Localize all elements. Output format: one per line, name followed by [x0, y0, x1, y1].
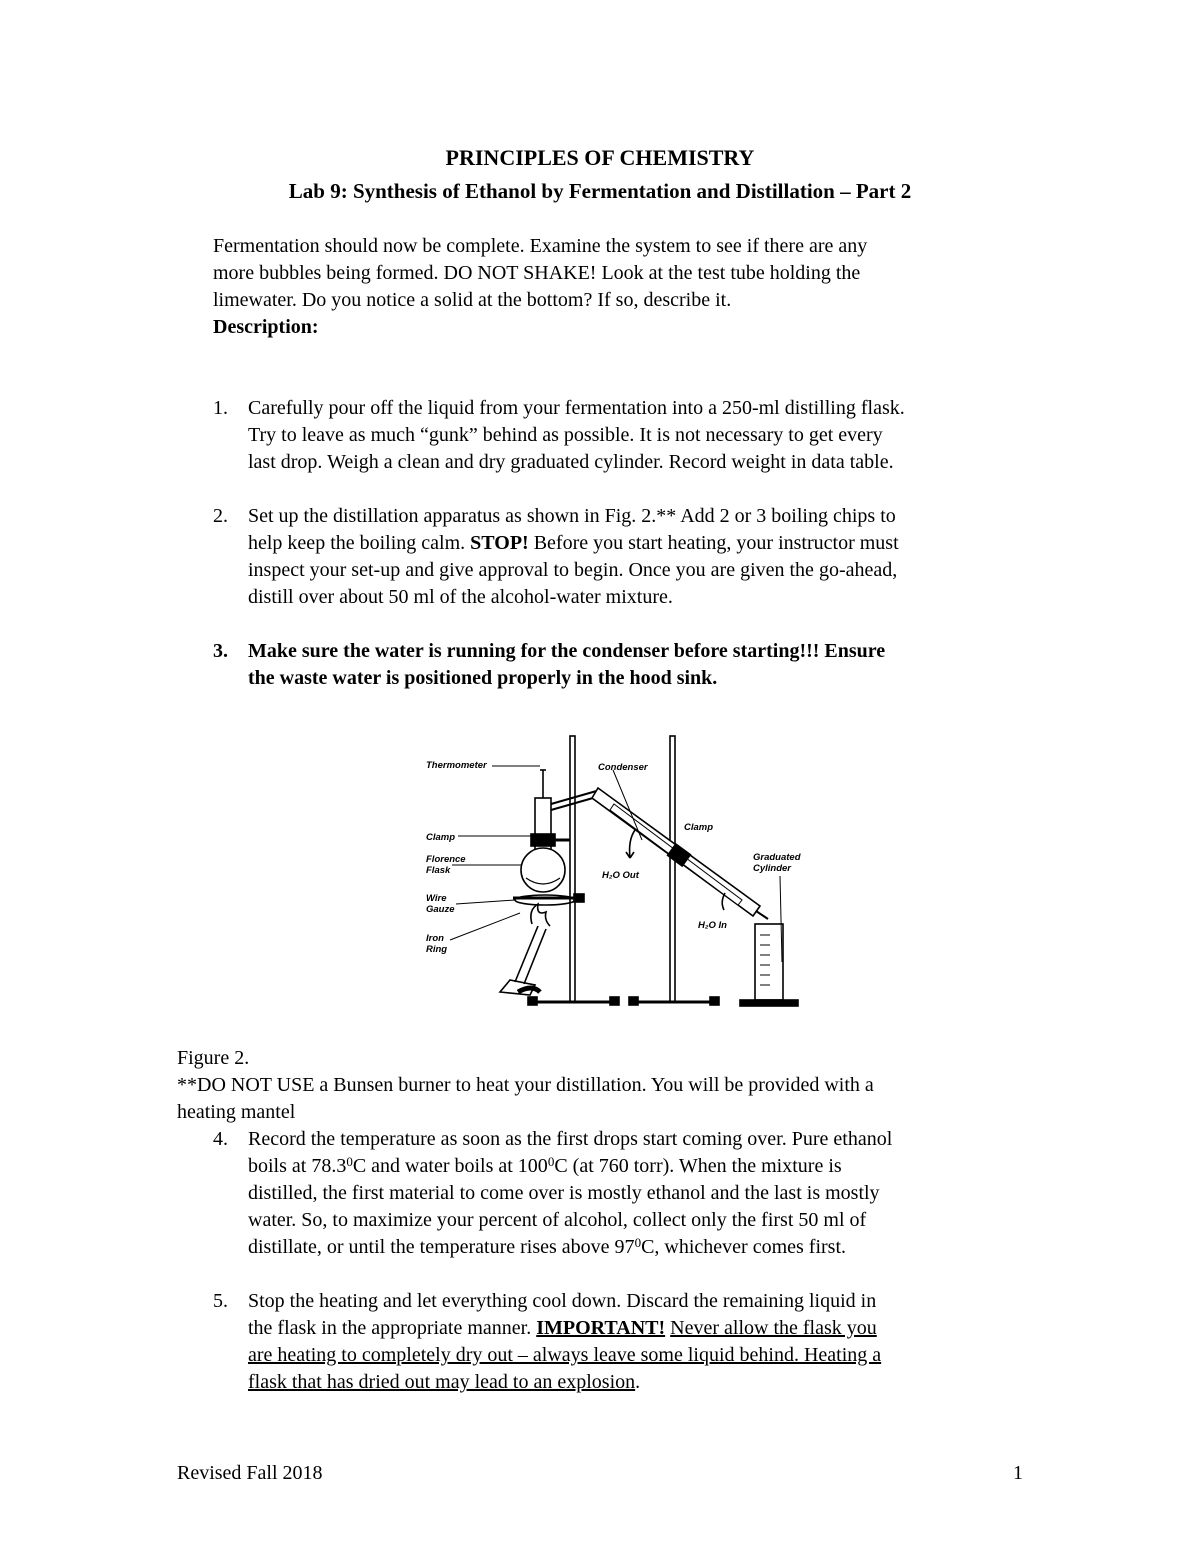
figure-caption: Figure 2. — [177, 1047, 250, 1069]
important-warning: IMPORTANT! — [536, 1317, 666, 1339]
label-gauze: Gauze — [426, 904, 455, 915]
step-number: 4. — [213, 1128, 228, 1150]
step-5-line: Stop the heating and let everything cool down. Discard the remaining liquid in — [248, 1290, 877, 1312]
figure-note: heating mantel — [177, 1101, 296, 1123]
step-1-line: Try to leave as much “gunk” behind as possible. It is not necessary to get every — [248, 424, 883, 446]
step-5-text: the flask in the appropriate manner. — [248, 1317, 537, 1339]
label-wire: Wire — [426, 893, 447, 904]
label-water-in: H₂O In — [698, 920, 727, 931]
intro-line: more bubbles being formed. DO NOT SHAKE! Look at the test tube holding the — [213, 262, 861, 284]
step-1-line: Carefully pour off the liquid from your fermentation into a 250-ml distilling flask. — [248, 397, 905, 419]
step-4-text: boils at 78.3 — [248, 1155, 347, 1177]
step-4-line — [248, 1153, 842, 1180]
degree-mark: 0 — [634, 1235, 642, 1250]
page-number: 1 — [1013, 1462, 1023, 1484]
step-4-line: distilled, the first material to come over is mostly ethanol and the last is mostly — [248, 1182, 880, 1204]
step-4-line: water. So, to maximize your percent of alcohol, collect only the first 50 ml of — [248, 1209, 867, 1231]
label-water-out: H₂O Out — [602, 870, 639, 881]
clamp-left — [531, 834, 555, 846]
step-2-line: Set up the distillation apparatus as shown in Fig. 2.** Add 2 or 3 boiling chips to — [248, 505, 896, 527]
figure-note: **DO NOT USE a Bunsen burner to heat your distillation. You will be provided with a — [177, 1074, 874, 1096]
label-graduated: Graduated — [753, 852, 801, 863]
step-2-line: inspect your set-up and give approval to begin. Once you are given the go-ahead, — [248, 559, 898, 581]
warning-text: flask that has dried out may lead to an explosion — [248, 1371, 636, 1393]
step-2-line — [248, 530, 899, 557]
label-condenser: Condenser — [598, 762, 648, 773]
label-clamp: Clamp — [426, 832, 456, 843]
stop-warning: STOP! — [470, 532, 529, 554]
step-5-text: . — [635, 1371, 641, 1393]
step-5-line — [248, 1369, 640, 1396]
step-4-text: C (at 760 torr). When the mixture is — [554, 1155, 842, 1177]
step-number: 5. — [213, 1290, 228, 1312]
intro-line: Fermentation should now be complete. Examine the system to see if there are any — [213, 235, 868, 257]
left-stand-rod — [570, 736, 575, 1002]
warning-text: are heating to completely dry out – always leave some liquid behind. Heating a — [248, 1344, 882, 1366]
step-5-line — [248, 1315, 877, 1342]
distillation-apparatus-figure — [420, 730, 820, 1015]
step-number: 1. — [213, 397, 228, 419]
florence-flask — [521, 848, 565, 892]
step-number: 2. — [213, 505, 228, 527]
water-in-tube — [722, 893, 725, 910]
right-stand-rod — [670, 736, 675, 1002]
right-base-foot — [629, 997, 638, 1005]
revised-date: Revised Fall 2018 — [177, 1462, 323, 1484]
step-4-line — [248, 1234, 846, 1261]
label-thermometer: Thermometer — [426, 760, 487, 771]
step-4-text: C and water boils at 100 — [352, 1155, 548, 1177]
degree-mark: 0 — [547, 1154, 555, 1169]
step-3-line: the waste water is positioned properly in the hood sink. — [248, 667, 718, 689]
right-base-foot — [710, 997, 719, 1005]
step-2-line: distill over about 50 ml of the alcohol-water mixture. — [248, 586, 673, 608]
step-4-text: distillate, or until the temperature rises above 97 — [248, 1236, 635, 1258]
step-3-line: Make sure the water is running for the condenser before starting!!! Ensure — [248, 640, 886, 662]
label-florence: Florence — [426, 854, 466, 865]
left-base-foot — [528, 997, 537, 1005]
degree-mark: 0 — [346, 1154, 353, 1169]
label-iron: Iron — [426, 933, 444, 944]
course-title: PRINCIPLES OF CHEMISTRY — [445, 145, 755, 170]
step-2-text: help keep the boiling calm. — [248, 532, 471, 554]
step-number: 3. — [213, 640, 228, 662]
label-clamp: Clamp — [684, 822, 714, 833]
step-4-line: Record the temperature as soon as the first drops start coming over. Pure ethanol — [248, 1128, 893, 1150]
label-cylinder: Cylinder — [753, 863, 792, 874]
step-1-line: last drop. Weigh a clean and dry graduated cylinder. Record weight in data table. — [248, 451, 894, 473]
step-2-text: Before you start heating, your instructor must — [528, 532, 899, 554]
intro-line: limewater. Do you notice a solid at the bottom? If so, describe it. — [213, 289, 732, 311]
left-base-foot — [610, 997, 619, 1005]
label-flask: Flask — [426, 865, 451, 876]
warning-text: Never allow the flask you — [670, 1317, 877, 1339]
description-label: Description: — [213, 316, 319, 338]
label-ring: Ring — [426, 944, 448, 955]
step-4-text: C, whichever comes first. — [641, 1236, 847, 1258]
lab-title: Lab 9: Synthesis of Ethanol by Fermentation and Distillation – Part 2 — [288, 179, 912, 203]
